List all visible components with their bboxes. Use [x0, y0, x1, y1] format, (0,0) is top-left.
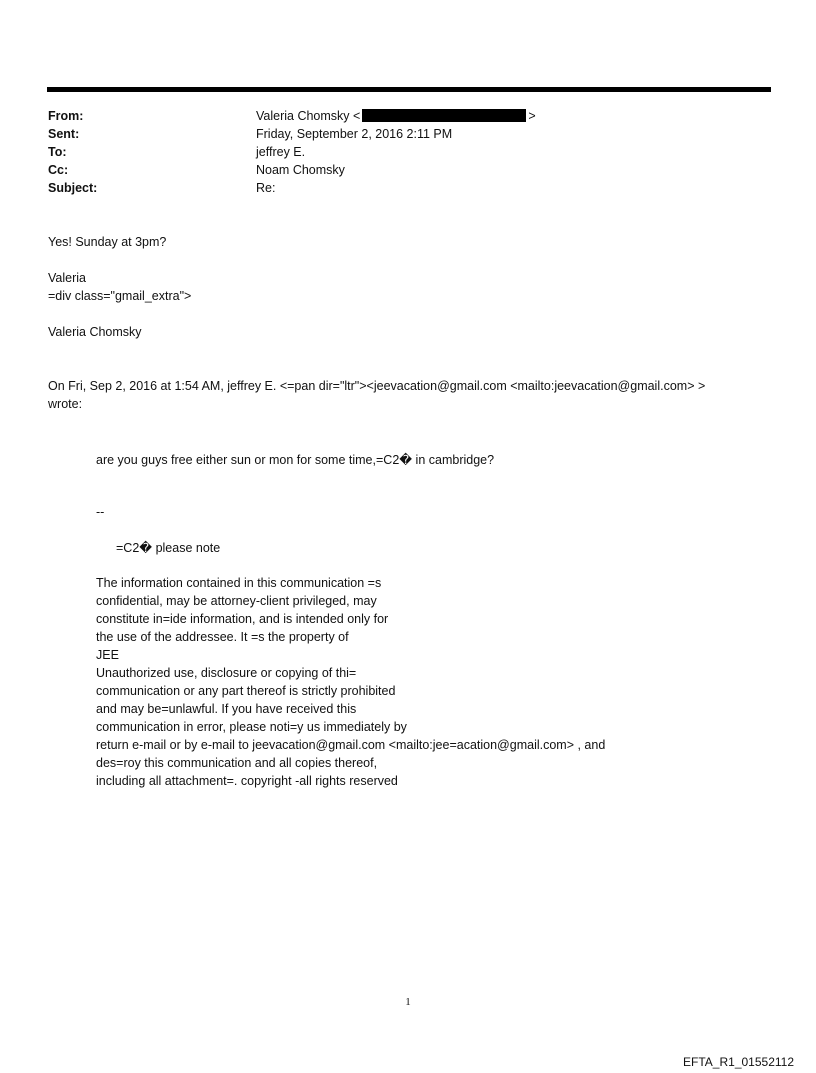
from-close: > [528, 109, 536, 123]
disclaimer-line: including all attachment=. copyright -all rights reserved [96, 774, 398, 788]
from-label: From: [48, 109, 84, 123]
disclaimer-line: communication in error, please noti=y us immediately by [96, 720, 407, 734]
subject-label: Subject: [48, 181, 98, 195]
sent-label: Sent: [48, 127, 80, 141]
disclaimer-line: The information contained in this communication =s [96, 576, 382, 590]
disclaimer-line: and may be=unlawful. If you have received this [96, 702, 357, 716]
body-line-1: Yes! Sunday at 3pm? [48, 235, 167, 249]
to-label: To: [48, 145, 67, 159]
quoted-question: are you guys free either sun or mon for some time,=C2� in cambridge? [96, 453, 495, 467]
header-rule [47, 87, 771, 92]
disclaimer-line: return e-mail or by e-mail to jeevacation@gmail.com <mailto:jee=acation@gmail.com> , and [96, 738, 606, 752]
quote-intro-1: On Fri, Sep 2, 2016 at 1:54 AM, jeffrey E. <=pan dir="ltr"><jeevacation@gmail.com <mailto:jeevacation@gmail.com> > [48, 379, 706, 393]
cc-label: Cc: [48, 163, 69, 177]
sent-value: Friday, September 2, 2016 2:11 PM [256, 127, 453, 141]
disclaimer-line: communication or any part thereof is strictly prohibited [96, 684, 396, 698]
from-name: Valeria Chomsky < [256, 109, 361, 123]
disclaimer-line: constitute in=ide information, and is intended only for [96, 612, 389, 626]
disclaimer-line: confidential, may be attorney-client privileged, may [96, 594, 377, 608]
disclaimer-line: Unauthorized use, disclosure or copying of thi= [96, 666, 357, 680]
please-note: =C2� please note [116, 541, 221, 555]
cc-value: Noam Chomsky [256, 163, 345, 177]
subject-value: Re: [256, 181, 276, 195]
to-value: jeffrey E. [256, 145, 306, 159]
page-number: 1 [405, 996, 411, 1008]
disclaimer-line: the use of the addressee. It =s the property of [96, 630, 349, 644]
body-line-4: Valeria Chomsky [48, 325, 142, 339]
signature-separator: -- [96, 505, 105, 519]
quote-intro-2: wrote: [48, 397, 83, 411]
redaction-box [362, 109, 526, 122]
disclaimer-line: des=roy this communication and all copies thereof, [96, 756, 378, 770]
body-line-2: Valeria [48, 271, 86, 285]
body-line-3: =div class="gmail_extra"> [48, 289, 192, 303]
bates-number: EFTA_R1_01552112 [683, 1055, 794, 1069]
disclaimer-line: JEE [96, 648, 119, 662]
from-value [256, 107, 536, 125]
